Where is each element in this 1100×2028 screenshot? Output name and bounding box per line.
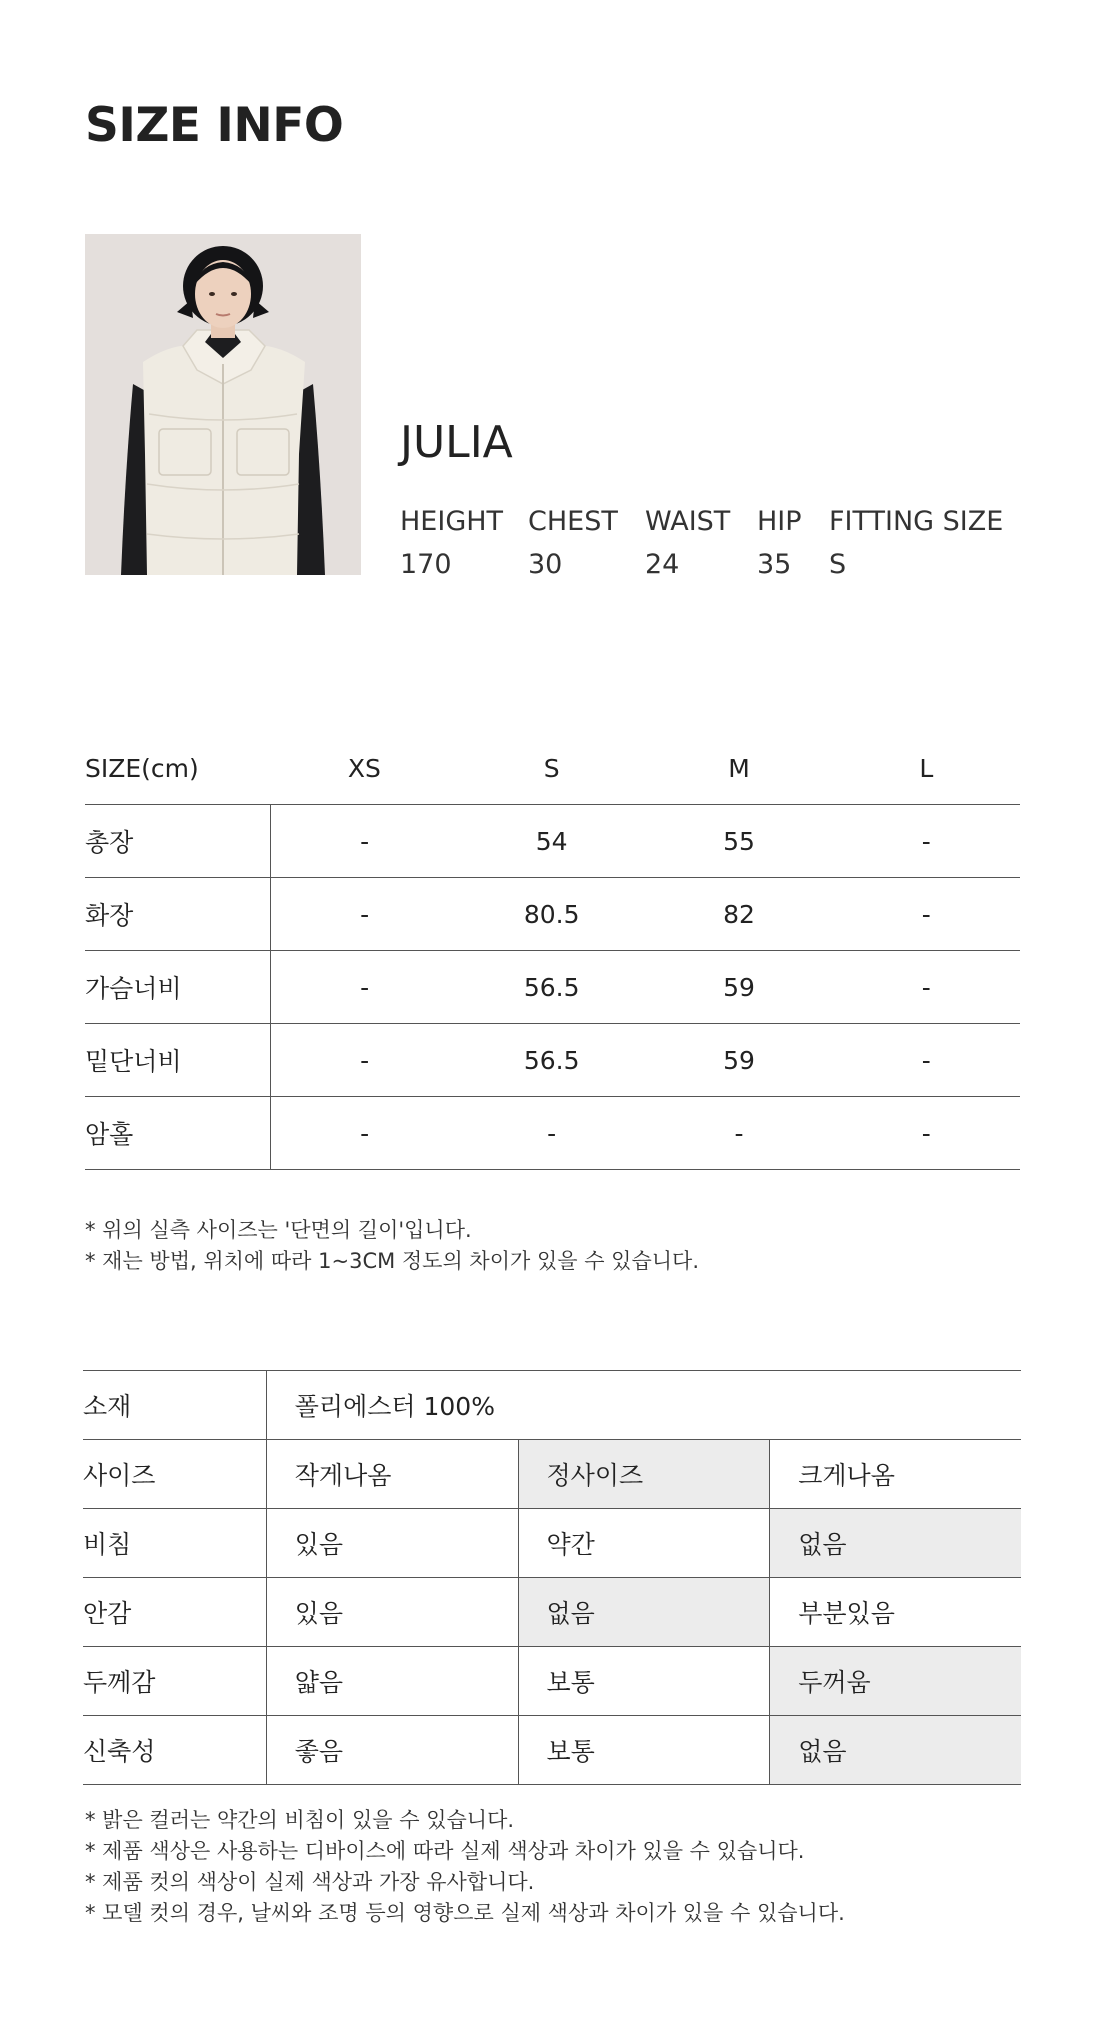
material-value: 폴리에스터 100% bbox=[266, 1371, 1021, 1440]
row-label: 소재 bbox=[83, 1371, 266, 1440]
option-cell: 보통 bbox=[518, 1647, 770, 1716]
size-header-cell: XS bbox=[271, 732, 458, 805]
product-notes bbox=[85, 1805, 845, 1929]
size-table-header bbox=[85, 732, 1020, 805]
table-cell: 54 bbox=[458, 805, 645, 878]
option-cell: 있음 bbox=[266, 1509, 518, 1578]
table-row bbox=[83, 1371, 1021, 1440]
measurement-chest bbox=[528, 505, 618, 582]
option-cell: 좋음 bbox=[266, 1716, 518, 1785]
table-cell: 59 bbox=[645, 1024, 832, 1097]
measurement-hip bbox=[757, 505, 802, 582]
table-cell: - bbox=[833, 878, 1020, 951]
row-label: 가슴너비 bbox=[85, 951, 271, 1024]
measurement-value: 35 bbox=[757, 549, 792, 580]
note-line: * 위의 실측 사이즈는 '단면의 길이'입니다. bbox=[85, 1218, 472, 1242]
table-row bbox=[83, 1509, 1021, 1578]
row-label: 두께감 bbox=[83, 1647, 266, 1716]
row-label: 신축성 bbox=[83, 1716, 266, 1785]
table-cell: 56.5 bbox=[458, 951, 645, 1024]
option-cell-selected: 없음 bbox=[770, 1716, 1021, 1785]
row-label: 비침 bbox=[83, 1509, 266, 1578]
table-cell: - bbox=[645, 1097, 832, 1170]
measurement-label: WAIST bbox=[645, 506, 731, 537]
measurement-value: 30 bbox=[528, 549, 563, 580]
table-cell: - bbox=[271, 1097, 458, 1170]
row-label: 안감 bbox=[83, 1578, 266, 1647]
measurement-label: HIP bbox=[757, 506, 802, 537]
measurement-value: 24 bbox=[645, 549, 680, 580]
option-cell-selected: 없음 bbox=[518, 1578, 770, 1647]
measurement-waist bbox=[645, 505, 730, 582]
size-notes bbox=[85, 1215, 699, 1277]
row-label: 총장 bbox=[85, 805, 271, 878]
measurement-label: FITTING SIZE bbox=[829, 506, 1004, 537]
measurement-label: CHEST bbox=[528, 506, 618, 537]
row-label: 암홀 bbox=[85, 1097, 271, 1170]
row-label: 사이즈 bbox=[83, 1440, 266, 1509]
measurement-label: HEIGHT bbox=[400, 506, 504, 537]
table-cell: - bbox=[271, 805, 458, 878]
table-row bbox=[85, 951, 1020, 1024]
measurement-fitting-size bbox=[829, 505, 1003, 582]
table-cell: - bbox=[271, 1024, 458, 1097]
size-header-cell: L bbox=[833, 732, 1020, 805]
table-cell: - bbox=[833, 1097, 1020, 1170]
table-cell: - bbox=[271, 951, 458, 1024]
row-label: 밑단너비 bbox=[85, 1024, 271, 1097]
option-cell: 있음 bbox=[266, 1578, 518, 1647]
table-cell: 82 bbox=[645, 878, 832, 951]
option-cell: 부분있음 bbox=[770, 1578, 1021, 1647]
table-cell: - bbox=[833, 1024, 1020, 1097]
measurement-value: 170 bbox=[400, 549, 452, 580]
option-cell-selected: 두꺼움 bbox=[770, 1647, 1021, 1716]
option-cell: 보통 bbox=[518, 1716, 770, 1785]
size-table bbox=[85, 732, 1020, 1170]
table-cell: 59 bbox=[645, 951, 832, 1024]
page-title: SIZE INFO bbox=[85, 98, 344, 153]
table-row bbox=[85, 1097, 1020, 1170]
table-row bbox=[83, 1647, 1021, 1716]
model-photo bbox=[85, 234, 361, 575]
material-table bbox=[83, 1370, 1021, 1785]
table-cell: - bbox=[271, 878, 458, 951]
table-cell: - bbox=[833, 951, 1020, 1024]
option-cell: 크게나옴 bbox=[770, 1440, 1021, 1509]
model-name: JULIA bbox=[400, 417, 513, 468]
note-line: * 제품 컷의 색상이 실제 색상과 가장 유사합니다. bbox=[85, 1870, 535, 1894]
size-header-cell: M bbox=[645, 732, 832, 805]
table-row bbox=[83, 1578, 1021, 1647]
option-cell-selected: 정사이즈 bbox=[518, 1440, 770, 1509]
option-cell: 작게나옴 bbox=[266, 1440, 518, 1509]
measurement-value: S bbox=[829, 549, 847, 580]
note-line: * 밝은 컬러는 약간의 비침이 있을 수 있습니다. bbox=[85, 1808, 515, 1832]
table-row bbox=[83, 1440, 1021, 1509]
table-row bbox=[83, 1716, 1021, 1785]
note-line: * 재는 방법, 위치에 따라 1~3CM 정도의 차이가 있을 수 있습니다. bbox=[85, 1249, 699, 1273]
row-label: 화장 bbox=[85, 878, 271, 951]
option-cell: 약간 bbox=[518, 1509, 770, 1578]
size-header-cell: SIZE(cm) bbox=[85, 732, 271, 805]
table-cell: 56.5 bbox=[458, 1024, 645, 1097]
table-row bbox=[85, 805, 1020, 878]
table-row bbox=[85, 878, 1020, 951]
size-header-cell: S bbox=[458, 732, 645, 805]
option-cell: 얇음 bbox=[266, 1647, 518, 1716]
table-cell: 55 bbox=[645, 805, 832, 878]
note-line: * 모델 컷의 경우, 날씨와 조명 등의 영향으로 실제 색상과 차이가 있을 수 있습니다. bbox=[85, 1901, 845, 1925]
table-cell: - bbox=[833, 805, 1020, 878]
note-line: * 제품 색상은 사용하는 디바이스에 따라 실제 색상과 차이가 있을 수 있습니다. bbox=[85, 1839, 805, 1863]
measurement-height bbox=[400, 505, 503, 582]
table-cell: - bbox=[458, 1097, 645, 1170]
table-cell: 80.5 bbox=[458, 878, 645, 951]
option-cell-selected: 없음 bbox=[770, 1509, 1021, 1578]
table-row bbox=[85, 1024, 1020, 1097]
